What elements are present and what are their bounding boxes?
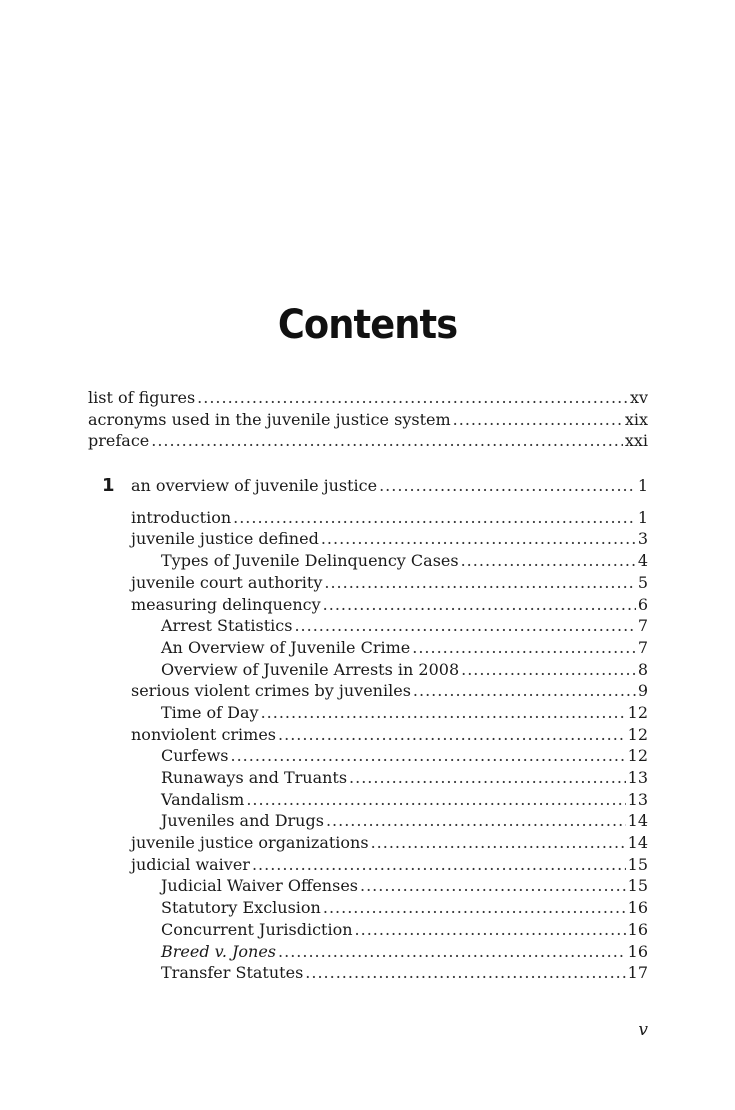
toc-entry-label: Arrest Statistics xyxy=(161,616,293,636)
toc-entry[interactable] xyxy=(88,724,648,746)
toc-entry-page: 5 xyxy=(637,572,648,592)
dot-leader xyxy=(355,919,626,941)
dot-leader xyxy=(371,832,626,854)
toc-entry-label: serious violent crimes by juveniles xyxy=(131,681,411,701)
chapter-heading[interactable] xyxy=(88,475,648,497)
toc-entry-page: xix xyxy=(624,409,648,429)
dot-leader xyxy=(323,594,636,616)
dot-leader xyxy=(278,941,626,963)
page-title: Contents xyxy=(277,302,458,348)
dot-leader xyxy=(324,572,635,594)
chapter-title: an overview of juvenile justice xyxy=(131,476,378,496)
toc-entry-label: nonviolent crimes xyxy=(131,724,277,744)
toc-entry-page: 16 xyxy=(627,898,648,918)
toc-entry-label: Judicial Waiver Offenses xyxy=(161,876,358,896)
dot-leader xyxy=(278,724,626,746)
dot-leader xyxy=(453,409,623,431)
toc-entry[interactable] xyxy=(88,854,648,876)
toc-entry-page: 17 xyxy=(627,963,648,983)
toc-subentry[interactable] xyxy=(88,615,648,637)
toc-entry-label: Breed v. Jones xyxy=(161,941,277,961)
dot-leader xyxy=(252,854,626,876)
toc-entry-page: 8 xyxy=(637,659,648,679)
toc-entry-label: list of figures xyxy=(88,388,196,407)
dot-leader xyxy=(305,962,625,984)
toc-entry-label: An Overview of Juvenile Crime xyxy=(161,637,411,657)
toc-entry[interactable] xyxy=(88,507,648,529)
front-matter-list xyxy=(88,387,648,452)
toc-entry-label: Concurrent Jurisdiction xyxy=(161,919,353,939)
toc-entry-page: xxi xyxy=(624,431,648,451)
toc-entry-label: preface xyxy=(88,431,150,451)
dot-leader xyxy=(261,702,626,724)
toc-subentry[interactable] xyxy=(88,897,648,919)
dot-leader xyxy=(294,615,635,637)
toc-entry-label: Time of Day xyxy=(161,702,259,722)
toc-entry-page: 13 xyxy=(627,789,648,809)
toc-entry-label: acronyms used in the juvenile justice system xyxy=(88,409,451,429)
toc-subentry[interactable] xyxy=(88,767,648,789)
toc-entry[interactable] xyxy=(88,528,648,550)
dot-leader xyxy=(233,507,636,529)
chapter-page: 1 xyxy=(637,476,648,496)
toc-subentry[interactable] xyxy=(88,919,648,941)
toc-subentry[interactable] xyxy=(88,702,648,724)
toc-entry-label: Curfews xyxy=(161,746,229,766)
toc-entry-page: 7 xyxy=(637,616,648,636)
toc-entry-page: 16 xyxy=(627,919,648,939)
toc-subentry[interactable] xyxy=(88,875,648,897)
dot-leader xyxy=(461,550,636,572)
toc-entry-label: juvenile court authority xyxy=(131,572,323,592)
toc-entry[interactable] xyxy=(88,409,648,431)
toc-entry-page: 12 xyxy=(627,702,648,722)
toc-entry-page: 16 xyxy=(627,941,648,961)
toc-subentry[interactable] xyxy=(88,637,648,659)
toc-entry-page: 12 xyxy=(627,746,648,766)
dot-leader xyxy=(360,875,626,897)
toc-subentry[interactable] xyxy=(88,962,648,984)
toc-entry-page: 15 xyxy=(627,876,648,896)
dot-leader xyxy=(349,767,626,789)
dot-leader xyxy=(379,475,636,497)
toc-entry-page: 9 xyxy=(637,681,648,701)
toc-entry[interactable] xyxy=(88,832,648,854)
toc-entry-label: Statutory Exclusion xyxy=(161,898,321,918)
toc-subentry[interactable] xyxy=(88,659,648,681)
dot-leader xyxy=(151,430,623,452)
toc-entry-label: Vandalism xyxy=(161,789,245,809)
spacer xyxy=(88,452,648,475)
toc-entry-page: xv xyxy=(629,388,648,407)
dot-leader xyxy=(321,528,636,550)
toc-entry-label: Transfer Statutes xyxy=(161,963,304,983)
dot-leader xyxy=(412,637,636,659)
chapter-number: 1 xyxy=(102,475,115,497)
toc-entry-page: 1 xyxy=(637,507,648,527)
toc-entry-label: juvenile justice defined xyxy=(131,529,319,549)
dot-leader xyxy=(461,659,636,681)
toc-entry-page: 13 xyxy=(627,768,648,787)
toc-subentry[interactable] xyxy=(88,789,648,811)
toc-entry[interactable] xyxy=(88,594,648,616)
toc-entry-page: 15 xyxy=(627,854,648,874)
toc-entry[interactable] xyxy=(88,430,648,452)
toc-entry-page: 12 xyxy=(627,724,648,744)
dot-leader xyxy=(246,789,625,811)
toc-entry-page: 7 xyxy=(637,637,648,657)
toc-entry[interactable] xyxy=(88,572,648,594)
toc-entry-page: 3 xyxy=(637,529,648,549)
toc-subentry[interactable] xyxy=(88,941,648,963)
toc-entry-label: introduction xyxy=(131,507,232,527)
toc-entry-page: 14 xyxy=(627,811,648,831)
toc-entry-label: Overview of Juvenile Arrests in 2008 xyxy=(161,659,460,679)
toc-entry-label: Runaways and Truants xyxy=(161,768,348,787)
toc-subentry[interactable] xyxy=(88,550,648,572)
dot-leader xyxy=(323,897,626,919)
dot-leader xyxy=(326,810,626,832)
toc-entry[interactable] xyxy=(88,387,648,409)
dot-leader xyxy=(413,680,636,702)
toc-entry[interactable] xyxy=(88,680,648,702)
page-number: v xyxy=(638,1020,648,1040)
toc-subentry[interactable] xyxy=(88,745,648,767)
table-of-contents xyxy=(88,387,648,984)
toc-entry-label: judicial waiver xyxy=(131,854,250,874)
toc-entry-label: Juveniles and Drugs xyxy=(161,811,324,831)
dot-leader xyxy=(231,745,626,767)
toc-entry-page: 6 xyxy=(637,594,648,614)
toc-entry-page: 14 xyxy=(627,833,648,853)
toc-subentry[interactable] xyxy=(88,810,648,832)
toc-entry-page: 4 xyxy=(637,551,648,571)
chapter-entries xyxy=(88,507,648,984)
toc-entry-label: measuring delinquency xyxy=(131,594,321,614)
toc-entry-label: juvenile justice organizations xyxy=(131,833,369,853)
dot-leader xyxy=(197,387,628,409)
toc-entry-label: Types of Juvenile Delinquency Cases xyxy=(161,551,459,571)
